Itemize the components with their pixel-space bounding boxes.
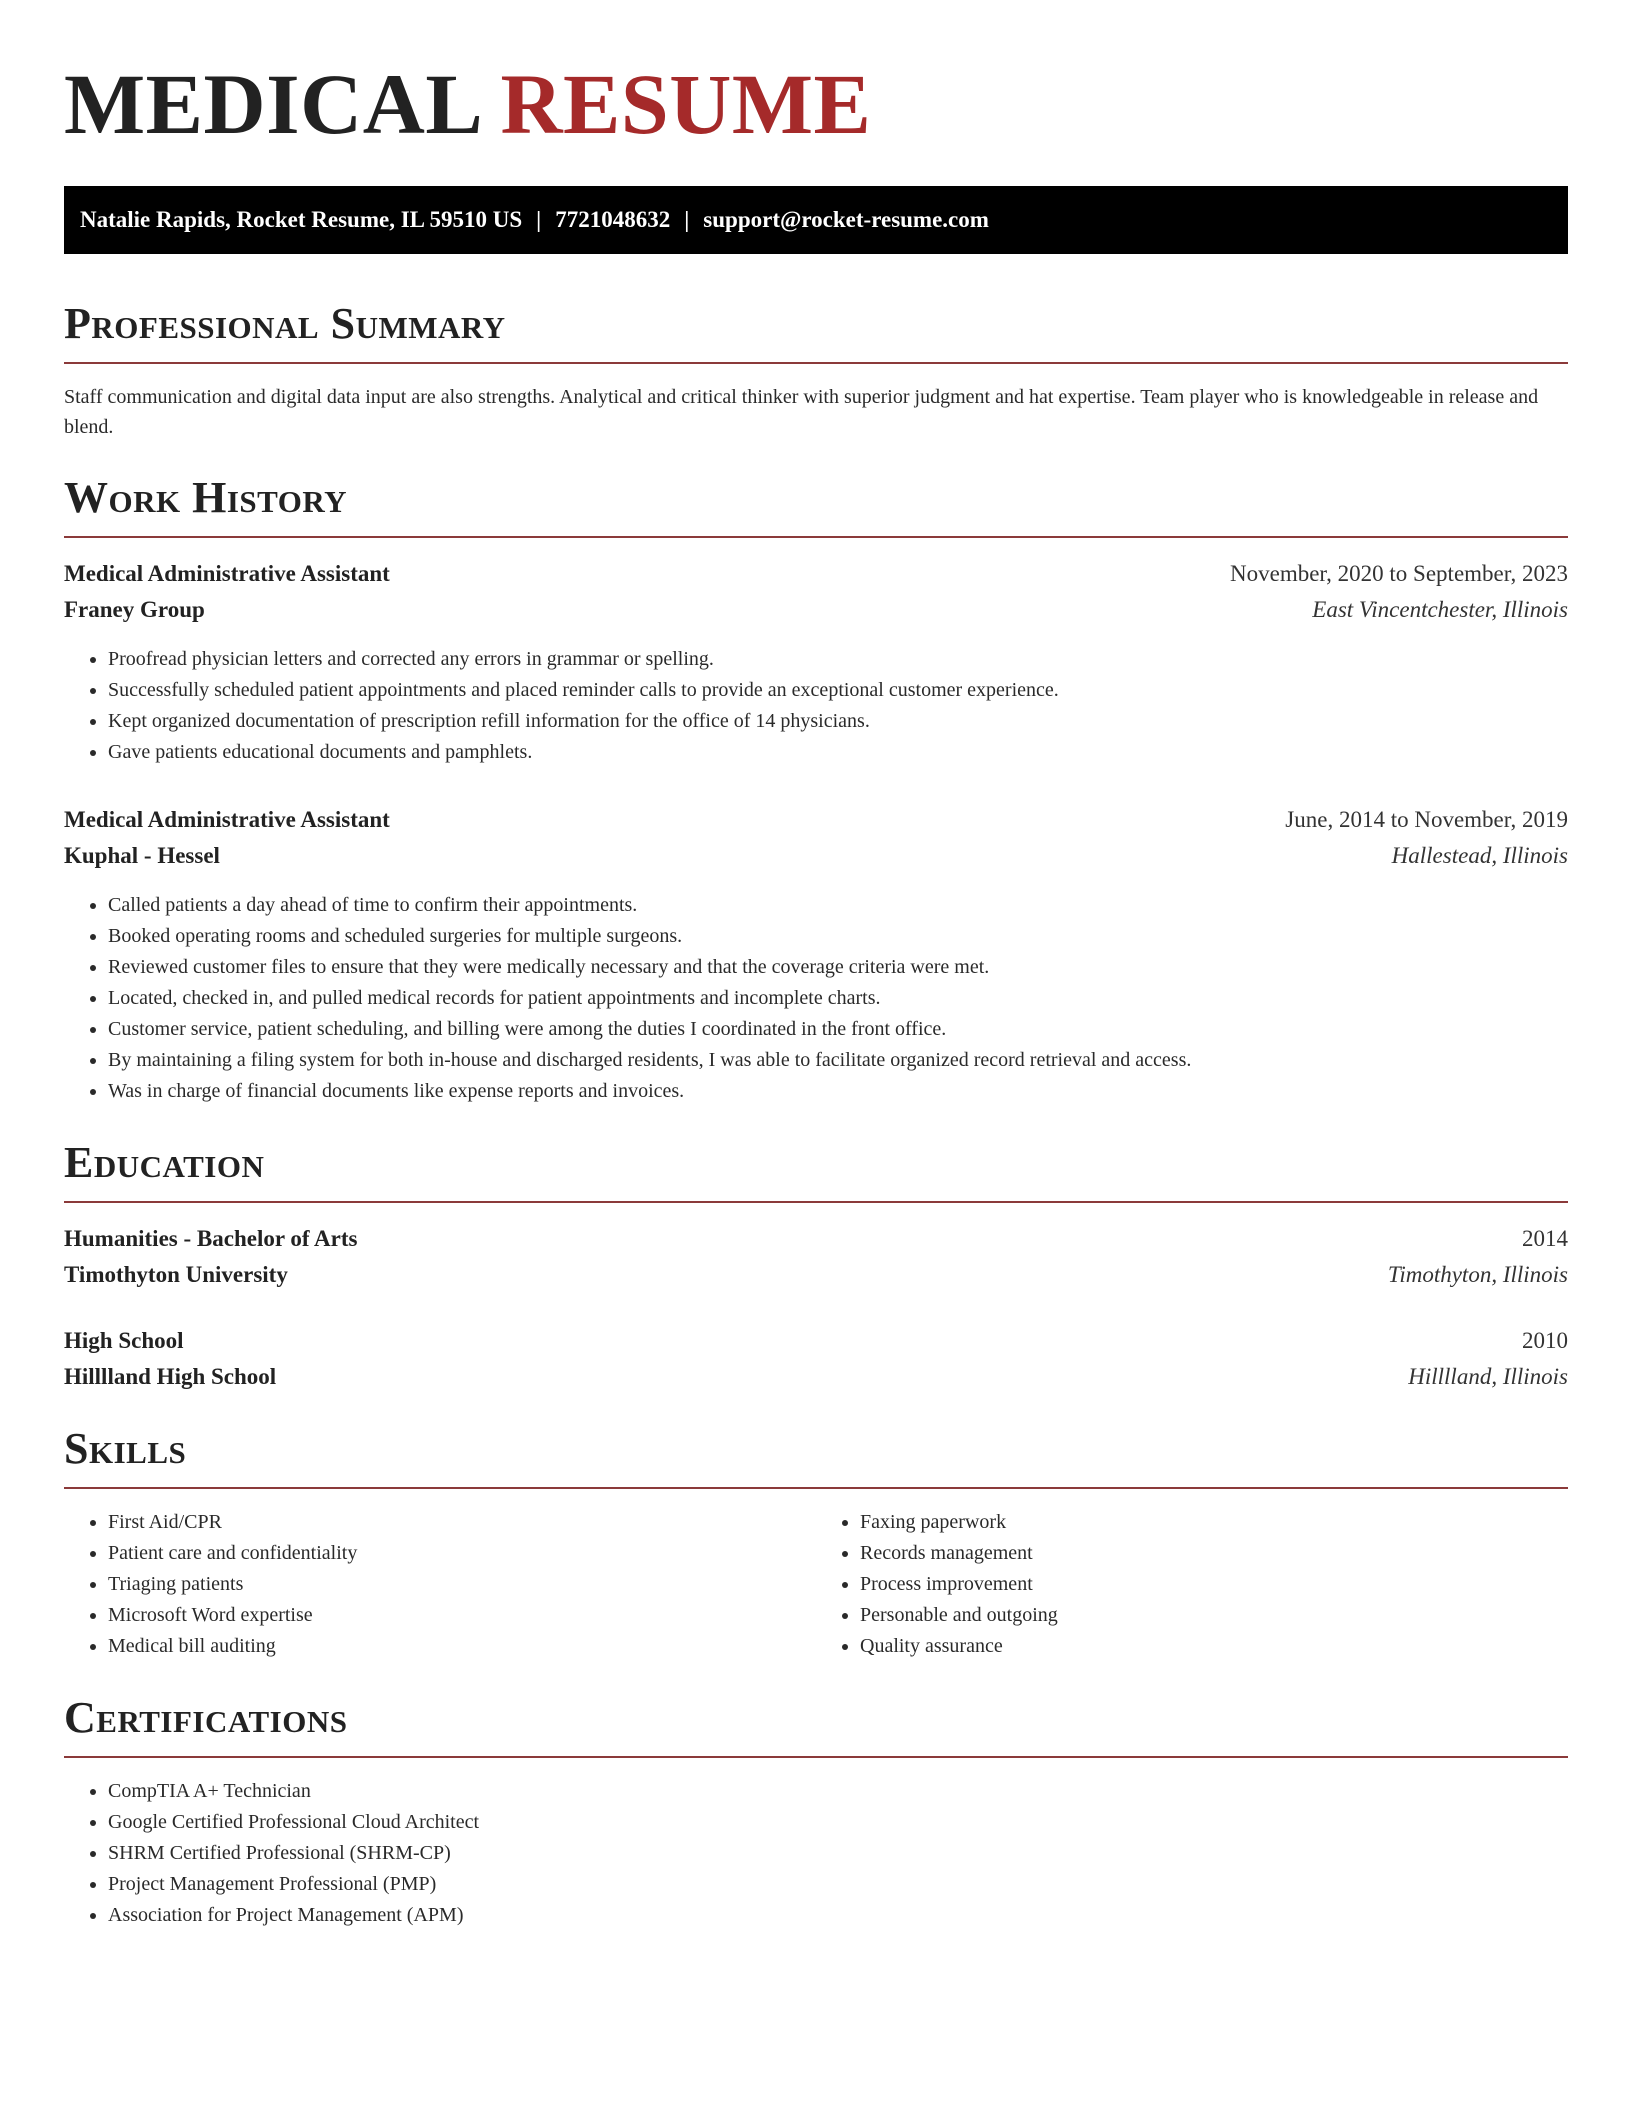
work-history-section (64, 472, 1568, 1107)
skill-item: • Process improvement (860, 1569, 1568, 1600)
education-school-row (64, 1257, 1568, 1293)
skills-grid (64, 1507, 1568, 1662)
job-location: Hallestead, Illinois (1391, 843, 1568, 868)
skills-list-left (64, 1507, 816, 1662)
title-word-medical: MEDICAL (64, 56, 479, 152)
summary-text: Staff communication and digital data input are also strengths. Analytical and critical thinker with superior judgment and hat expertise. Team player who is knowledgeable in release and blend. (64, 386, 1539, 438)
job-duty: • Kept organized documentation of prescription refill information for the office of 14 physicians. (108, 706, 1568, 737)
skill-item: • Triaging patients (108, 1569, 816, 1600)
job-duty: • Was in charge of financial documents like expense reports and invoices. (108, 1076, 1568, 1107)
job-duty: • Successfully scheduled patient appointments and placed reminder calls to provide an exceptional customer experience. (108, 675, 1568, 706)
education-header-row (64, 1323, 1568, 1359)
job-title: Medical Administrative Assistant (64, 807, 390, 832)
job-duty: • Located, checked in, and pulled medical records for patient appointments and incomplete charts. (108, 983, 1568, 1014)
skill-item: • Personable and outgoing (860, 1600, 1568, 1631)
certification-item: • CompTIA A+ Technician (108, 1776, 1568, 1807)
job-title: Medical Administrative Assistant (64, 561, 390, 586)
title-word-resume: RESUME (500, 56, 872, 152)
education-entry (64, 1323, 1568, 1395)
skill-item: • Patient care and confidentiality (108, 1538, 816, 1569)
contact-email: support@rocket-resume.com (703, 207, 989, 232)
education-year: 2014 (1522, 1226, 1568, 1251)
skills-section (64, 1423, 1568, 1662)
education-school: Timothyton University (64, 1262, 288, 1287)
education-degree: Humanities - Bachelor of Arts (64, 1226, 358, 1251)
certification-item: • Google Certified Professional Cloud Architect (108, 1807, 1568, 1838)
certifications-section (64, 1692, 1568, 1931)
education-year: 2010 (1522, 1328, 1568, 1353)
section-divider (64, 536, 1568, 538)
job-duty: • Reviewed customer files to ensure that they were medically necessary and that the coverage criteria were met. (108, 952, 1568, 983)
certifications-heading: Certifications (64, 1693, 348, 1742)
job-duty: • Proofread physician letters and corrected any errors in grammar or spelling. (108, 644, 1568, 675)
job-entry (64, 556, 1568, 768)
education-section (64, 1137, 1568, 1395)
job-duty: • By maintaining a filing system for both in-house and discharged residents, I was able to facilitate organized record retrieval and access. (108, 1045, 1568, 1076)
job-duties-list (64, 890, 1568, 1107)
job-duty: • Customer service, patient scheduling, and billing were among the duties I coordinated in the front office. (108, 1014, 1568, 1045)
certifications-list (64, 1776, 1568, 1931)
education-heading: Education (64, 1138, 265, 1187)
skill-item: • Medical bill auditing (108, 1631, 816, 1662)
resume-title (64, 54, 1568, 154)
job-duty: • Called patients a day ahead of time to confirm their appointments. (108, 890, 1568, 921)
job-company: Franey Group (64, 597, 205, 622)
contact-separator: | (684, 207, 690, 232)
summary-section (64, 298, 1568, 442)
contact-phone: 7721048632 (555, 207, 671, 232)
job-duty: • Gave patients educational documents and pamphlets. (108, 737, 1568, 768)
job-duty: • Booked operating rooms and scheduled surgeries for multiple surgeons. (108, 921, 1568, 952)
education-location: Hilllland, Illinois (1408, 1364, 1568, 1389)
education-location: Timothyton, Illinois (1387, 1262, 1568, 1287)
contact-address: Natalie Rapids, Rocket Resume, IL 59510 US (80, 207, 523, 232)
certification-item: • Project Management Professional (PMP) (108, 1869, 1568, 1900)
skill-item: • First Aid/CPR (108, 1507, 816, 1538)
skill-item: • Records management (860, 1538, 1568, 1569)
job-dates: November, 2020 to September, 2023 (1230, 561, 1568, 586)
education-school: Hilllland High School (64, 1364, 277, 1389)
section-divider (64, 1756, 1568, 1758)
contact-separator: | (536, 207, 542, 232)
job-header-row (64, 802, 1568, 838)
education-entry (64, 1221, 1568, 1293)
certification-item: • Association for Project Management (APM) (108, 1900, 1568, 1931)
skill-item: • Quality assurance (860, 1631, 1568, 1662)
job-company-row (64, 592, 1568, 628)
summary-heading: Professional Summary (64, 299, 506, 348)
section-divider (64, 1201, 1568, 1203)
skill-item: • Faxing paperwork (860, 1507, 1568, 1538)
contact-bar (64, 186, 1568, 254)
job-location: East Vincentchester, Illinois (1312, 597, 1568, 622)
education-school-row (64, 1359, 1568, 1395)
job-header-row (64, 556, 1568, 592)
job-company-row (64, 838, 1568, 874)
job-dates: June, 2014 to November, 2019 (1285, 807, 1568, 832)
education-degree: High School (64, 1328, 184, 1353)
certification-item: • SHRM Certified Professional (SHRM-CP) (108, 1838, 1568, 1869)
skills-heading: Skills (64, 1424, 187, 1473)
skills-list-right (816, 1507, 1568, 1662)
skill-item: • Microsoft Word expertise (108, 1600, 816, 1631)
job-company: Kuphal - Hessel (64, 843, 220, 868)
job-duties-list (64, 644, 1568, 768)
job-entry (64, 802, 1568, 1107)
section-divider (64, 1487, 1568, 1489)
work-history-heading: Work History (64, 473, 348, 522)
section-divider (64, 362, 1568, 364)
education-header-row (64, 1221, 1568, 1257)
